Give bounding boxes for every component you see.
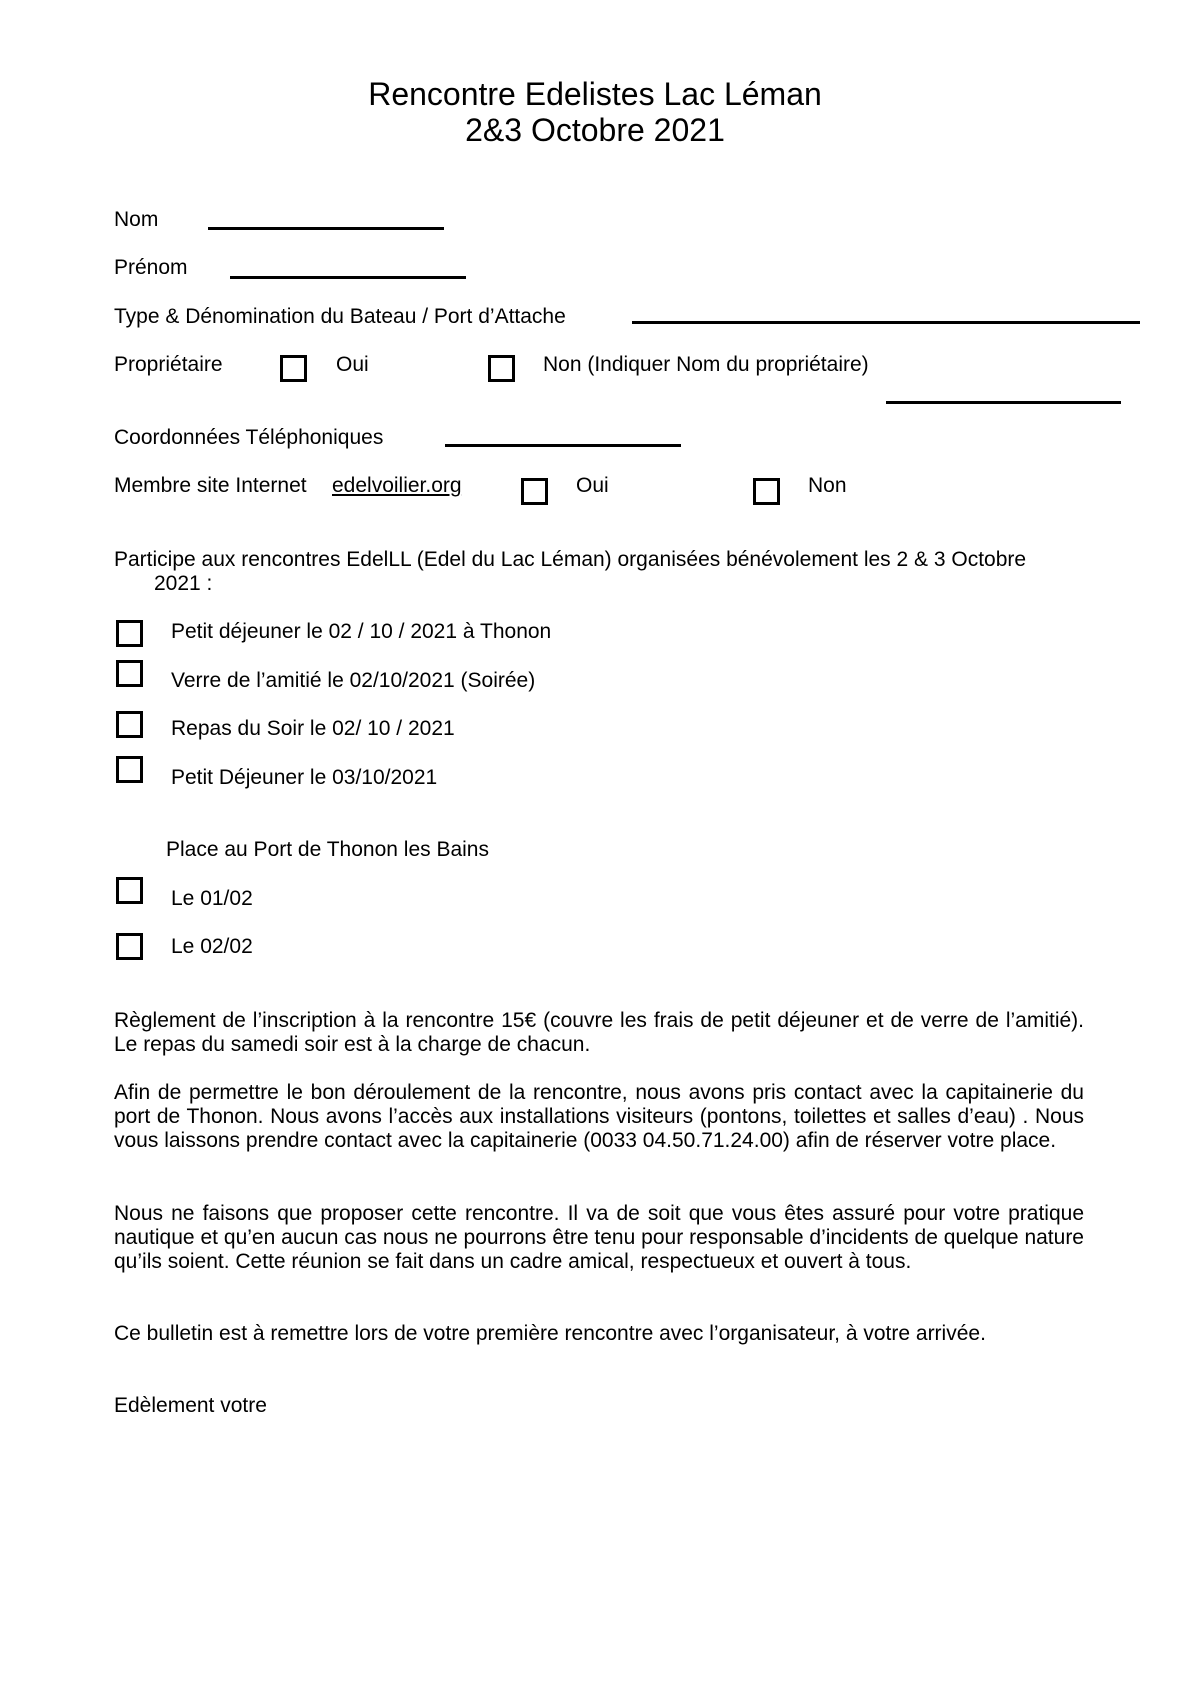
option-repas-soir-label: Repas du Soir le 02/ 10 / 2021 [171, 717, 455, 740]
option-verre-amitie-label: Verre de l’amitié le 02/10/2021 (Soirée) [171, 669, 536, 692]
port-le-0102-label: Le 01/02 [171, 887, 253, 910]
bateau-label: Type & Dénomination du Bateau / Port d’Attache [114, 305, 566, 328]
prenom-label: Prénom [114, 256, 188, 279]
signature-text: Edèlement votre [114, 1394, 267, 1417]
prenom-field[interactable] [230, 276, 466, 279]
nom-label: Nom [114, 208, 159, 231]
bateau-field[interactable] [632, 321, 1140, 324]
participation-intro-line2: 2021 : [154, 572, 213, 595]
telephone-label: Coordonnées Téléphoniques [114, 426, 384, 449]
proprietaire-oui-checkbox[interactable] [280, 355, 307, 382]
port-le-0102-checkbox[interactable] [116, 877, 143, 904]
option-repas-soir-checkbox[interactable] [116, 711, 143, 738]
membre-non-label: Non [808, 474, 847, 497]
proprietaire-label: Propriétaire [114, 353, 223, 376]
port-le-0202-checkbox[interactable] [116, 933, 143, 960]
membre-label: Membre site Internet [114, 474, 307, 497]
proprietaire-non-checkbox[interactable] [488, 355, 515, 382]
bulletin-paragraph: Ce bulletin est à remettre lors de votre première rencontre avec l’organisateur, à votre arrivée. [114, 1322, 986, 1345]
membre-oui-label: Oui [576, 474, 609, 497]
capitainerie-paragraph: Afin de permettre le bon déroulement de la rencontre, nous avons pris contact avec la capitainerie du port de Thonon. Nous avons l’accès aux installations visiteurs (pontons, toilettes et salles d’eau) . Nous vous laissons prendre contact avec la capitainerie (0033 04.50.71.24.00) afin de réserver votre place. [114, 1081, 1084, 1152]
proprietaire-oui-label: Oui [336, 353, 369, 376]
page-title: Rencontre Edelistes Lac Léman [368, 76, 822, 112]
port-le-0202-label: Le 02/02 [171, 935, 253, 958]
responsabilite-paragraph: Nous ne faisons que proposer cette rencontre. Il va de soit que vous êtes assuré pour votre pratique nautique et qu’en aucun cas nous ne pourrons être tenu pour responsable d’incidents de quelque nature qu’ils soient. Cette réunion se fait dans un cadre amical, respectueux et ouvert à tous. [114, 1202, 1084, 1273]
proprietaire-non-label: Non (Indiquer Nom du propriétaire) [543, 353, 869, 376]
option-petit-dejeuner-02-checkbox[interactable] [116, 620, 143, 647]
reglement-paragraph: Règlement de l’inscription à la rencontre 15€ (couvre les frais de petit déjeuner et de verre de l’amitié). Le repas du samedi soir est à la charge de chacun. [114, 1009, 1084, 1056]
participation-intro-line1: Participe aux rencontres EdelLL (Edel du Lac Léman) organisées bénévolement les 2 & 3 Octobre [114, 548, 1027, 571]
telephone-field[interactable] [445, 444, 681, 447]
membre-oui-checkbox[interactable] [521, 478, 548, 505]
membre-non-checkbox[interactable] [753, 478, 780, 505]
option-verre-amitie-checkbox[interactable] [116, 660, 143, 687]
option-petit-dejeuner-03-checkbox[interactable] [116, 756, 143, 783]
proprietaire-nom-field[interactable] [886, 401, 1121, 404]
port-heading: Place au Port de Thonon les Bains [166, 838, 489, 861]
page-subtitle-date: 2&3 Octobre 2021 [465, 112, 725, 148]
option-petit-dejeuner-02-label: Petit déjeuner le 02 / 10 / 2021 à Thonon [171, 620, 552, 643]
edelvoilier-link[interactable]: edelvoilier.org [332, 474, 462, 497]
nom-field[interactable] [208, 227, 444, 230]
option-petit-dejeuner-03-label: Petit Déjeuner le 03/10/2021 [171, 766, 438, 789]
